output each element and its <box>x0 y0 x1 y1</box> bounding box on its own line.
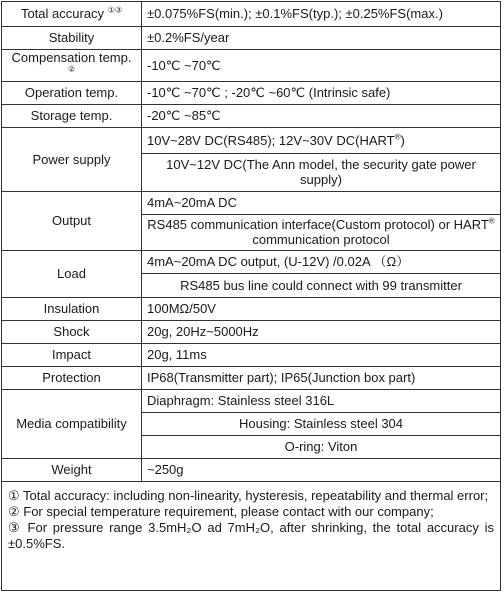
row-label: Compensation temp. ② <box>2 49 142 81</box>
table-row <box>2 81 500 104</box>
row-label: Storage temp. <box>2 104 142 127</box>
row-value: 10V~28V DC(RS485); 12V~30V DC(HART®) <box>142 127 501 153</box>
row-label: Output <box>2 191 142 250</box>
row-value: IP68(Transmitter part); IP65(Junction box part) <box>142 366 501 389</box>
row-label: Load <box>2 250 142 297</box>
row-label: Weight <box>2 458 142 481</box>
row-label: Protection <box>2 366 142 389</box>
spec-table <box>2 2 500 482</box>
row-value: O-ring: Viton <box>142 435 501 458</box>
table-row <box>2 366 500 389</box>
row-value: 20g, 20Hz~5000Hz <box>142 320 501 343</box>
footnote-ref: ② <box>67 64 76 74</box>
row-value: 10V~12V DC(The Ann model, the security gate power supply) <box>142 153 501 191</box>
table-row <box>2 320 500 343</box>
registered-mark: ® <box>488 216 495 226</box>
row-value: 4mA~20mA DC <box>142 191 501 214</box>
row-label: Operation temp. <box>2 81 142 104</box>
table-row <box>2 343 500 366</box>
table-row <box>2 250 500 273</box>
row-label: Media compatibility <box>2 389 142 458</box>
row-value: ±0.075%FS(min.); ±0.1%FS(typ.); ±0.25%FS(max.) <box>142 2 501 26</box>
table-row <box>2 26 500 49</box>
row-value: -10℃ ~70℃ <box>142 49 501 81</box>
row-value: Housing: Stainless steel 304 <box>142 412 501 435</box>
registered-mark: ® <box>394 132 401 142</box>
row-label: Impact <box>2 343 142 366</box>
table-row <box>2 297 500 320</box>
table-row <box>2 389 500 412</box>
row-value: Diaphragm: Stainless steel 316L <box>142 389 501 412</box>
footnote: ② For special temperature requirement, please contact with our company; <box>8 504 434 519</box>
row-value: 100MΩ/50V <box>142 297 501 320</box>
table-row <box>2 49 500 81</box>
row-value: RS485 communication interface(Custom protocol) or HART® communication protocol <box>142 214 501 250</box>
table-row <box>2 191 500 214</box>
footnote: ① Total accuracy: including non-linearity, hysteresis, repeatability and thermal error; <box>8 488 489 503</box>
row-label: Total accuracy ①③ <box>2 2 142 26</box>
spec-sheet <box>1 1 501 591</box>
row-label: Stability <box>2 26 142 49</box>
footnotes <box>2 484 500 552</box>
table-row <box>2 127 500 153</box>
row-label: Shock <box>2 320 142 343</box>
row-value: -20℃ ~85℃ <box>142 104 501 127</box>
row-value: RS485 bus line could connect with 99 transmitter <box>142 273 501 297</box>
row-label: Power supply <box>2 127 142 191</box>
row-value: ~250g <box>142 458 501 481</box>
table-row <box>2 458 500 481</box>
footnote-ref: ①③ <box>107 5 123 15</box>
row-label: Insulation <box>2 297 142 320</box>
row-value: ±0.2%FS/year <box>142 26 501 49</box>
row-value: -10℃ ~70℃ ; -20℃ ~60℃ (Intrinsic safe) <box>142 81 501 104</box>
footnote: ③ For pressure range 3.5mH₂O ad 7mH₂O, after shrinking, the total accuracy is ±0.5%FS. <box>8 520 494 551</box>
row-value: 20g, 11ms <box>142 343 501 366</box>
table-row <box>2 104 500 127</box>
table-row <box>2 2 500 26</box>
row-value: 4mA~20mA DC output, (U-12V) /0.02A （Ω） <box>142 250 501 273</box>
